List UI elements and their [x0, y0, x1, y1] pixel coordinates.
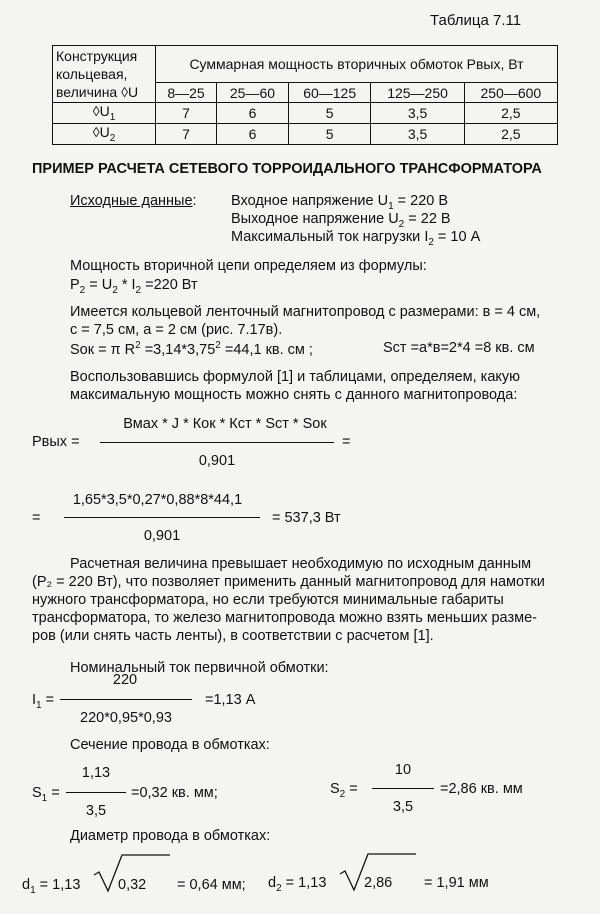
- table-cell: 5: [288, 103, 371, 124]
- formula-pout-numerator: Вмах * J * Кок * Кст * Sст * Sок: [123, 416, 327, 432]
- paragraph-core-2: с = 7,5 см, а = 2 см (рис. 7.17в).: [70, 322, 283, 338]
- formula-d2-result: = 1,91 мм: [424, 875, 489, 891]
- formula-s2-denominator: 3,5: [392, 799, 414, 815]
- formula-sct: Sст =а*в=2*4 =8 кв. см: [383, 340, 535, 356]
- formula-i1-denominator: 220*0,95*0,93: [80, 710, 172, 726]
- formula-s2-numerator: 10: [394, 762, 412, 778]
- range-cell: 25—60: [217, 83, 289, 103]
- formula-sok: Sок = π $R^2 =3,14*3,75^2 =44,1$ кв. см ;: [70, 340, 313, 358]
- initial-data-colon: :: [192, 193, 197, 209]
- fraction-bar: [372, 788, 434, 789]
- formula-pout-denominator: 0,901: [198, 453, 236, 469]
- paragraph-cross-section: Сечение провода в обмотках:: [70, 737, 270, 753]
- formula-s1-denominator: 3,5: [85, 803, 107, 819]
- table-header-right: Суммарная мощность вторичных обмоток Рвых, Вт: [156, 46, 558, 83]
- paragraph-result-3: нужного трансформатора, но если требуются минимальные габариты: [32, 592, 504, 608]
- formula-calc-denominator: 0,901: [143, 528, 181, 544]
- paragraph-max-power-2: максимальную мощность можно снять с данного магнитопровода:: [70, 387, 518, 403]
- paragraph-max-power-1: Воспользовавшись формулой [1] и таблицами, определяем, какую: [70, 369, 521, 385]
- formula-s1-lhs: $S_1$ =: [32, 785, 60, 804]
- range-cell: 8—25: [156, 83, 217, 103]
- table-header-left-line-2: кольцевая,: [56, 66, 128, 82]
- formula-s1-result: =0,32 кв. мм;: [131, 785, 218, 801]
- table-header-left: [53, 46, 156, 103]
- power-table: [52, 45, 558, 145]
- initial-line-1: Входное напряжение $U_1 = 220$ В: [231, 193, 449, 212]
- initial-data-label: Исходные данные: [70, 193, 193, 209]
- formula-s2-lhs: $S_2$ =: [330, 781, 358, 800]
- paragraph-core-1: Имеется кольцевой ленточный магнитопровод с размерами: в = 4 см,: [70, 304, 541, 320]
- paragraph-result-1: Расчетная величина превышает необходимую по исходным данным: [70, 556, 532, 572]
- formula-calc-lhs: =: [32, 510, 41, 526]
- formula-s2-result: =2,86 кв. мм: [440, 781, 523, 797]
- paragraph-result-4: трансформатора, то железо магнитопровода можно взять меньших разме-: [32, 610, 537, 626]
- formula-d1-lhs: $d_1 = 1,13$: [22, 877, 81, 896]
- formula-p2: $P_2 = U_2 * I_2 =220$ Вт: [70, 277, 198, 296]
- row-label: $◊U_1$: [53, 103, 156, 124]
- table-caption: Таблица 7.11: [430, 12, 522, 29]
- formula-s1-numerator: 1,13: [81, 765, 111, 781]
- formula-calc-numerator: 1,65*3,5*0,27*0,88*8*44,1: [72, 492, 243, 508]
- formula-i1-result: =1,13 А: [205, 692, 256, 708]
- fraction-bar: [100, 442, 334, 443]
- initial-line-2: Выходное напряжение $U_2 = 22$ В: [231, 211, 451, 230]
- formula-pout-eq: =: [342, 434, 351, 450]
- row-label: $◊U_2$: [53, 123, 156, 144]
- formula-i1-lhs: $I_1$ =: [32, 692, 55, 711]
- formula-d2-lhs: $d_2 = 1,13$: [268, 875, 327, 894]
- table-cell: 6: [217, 103, 289, 124]
- table-cell: 3,5: [371, 123, 464, 144]
- paragraph-power: Мощность вторичной цепи определяем из формулы:: [70, 258, 427, 274]
- table-cell: 2,5: [464, 123, 557, 144]
- page-heading: ПРИМЕР РАСЧЕТА СЕТЕВОГО ТОРРОИДАЛЬНОГО ТРАНСФОРМАТОРА: [32, 161, 542, 177]
- table-row: [53, 103, 558, 124]
- initial-data-label-wrap: [70, 193, 197, 209]
- formula-pout-lhs: Рвых =: [32, 434, 80, 450]
- formula-d1-radicand: 0,32: [118, 877, 147, 893]
- formula-calc-result: = 537,3 Вт: [272, 510, 341, 526]
- table-cell: 7: [156, 103, 217, 124]
- table-header-left-line-1: Конструкция: [56, 48, 138, 64]
- table-cell: 7: [156, 123, 217, 144]
- paragraph-diameter: Диаметр провода в обмотках:: [70, 828, 271, 844]
- table-cell: 5: [288, 123, 371, 144]
- paragraph-result-2: (Р₂ = 220 Вт), что позволяет применить данный магнитопровод для намотки: [32, 574, 545, 590]
- fraction-bar: [64, 517, 260, 518]
- table-row: [53, 123, 558, 144]
- formula-d1-result: = 0,64 мм;: [177, 877, 246, 893]
- range-cell: 125—250: [371, 83, 464, 103]
- table-cell: 6: [217, 123, 289, 144]
- initial-line-3: Максимальный ток нагрузки $I_2 = 10$ А: [231, 229, 481, 248]
- table-cell: 3,5: [371, 103, 464, 124]
- fraction-bar: [66, 792, 126, 793]
- paragraph-nominal-current: Номинальный ток первичной обмотки:: [70, 660, 329, 676]
- table-cell: 2,5: [464, 103, 557, 124]
- fraction-bar: [60, 699, 192, 700]
- formula-i1-numerator: 220: [112, 672, 138, 688]
- table-header-left-line-3: величина ◊U: [56, 84, 139, 100]
- paragraph-result-5: ров (или снять часть ленты), в соответствии с расчетом [1].: [32, 628, 434, 644]
- formula-d2-radicand: 2,86: [364, 875, 393, 891]
- range-cell: 60—125: [288, 83, 371, 103]
- range-cell: 250—600: [464, 83, 557, 103]
